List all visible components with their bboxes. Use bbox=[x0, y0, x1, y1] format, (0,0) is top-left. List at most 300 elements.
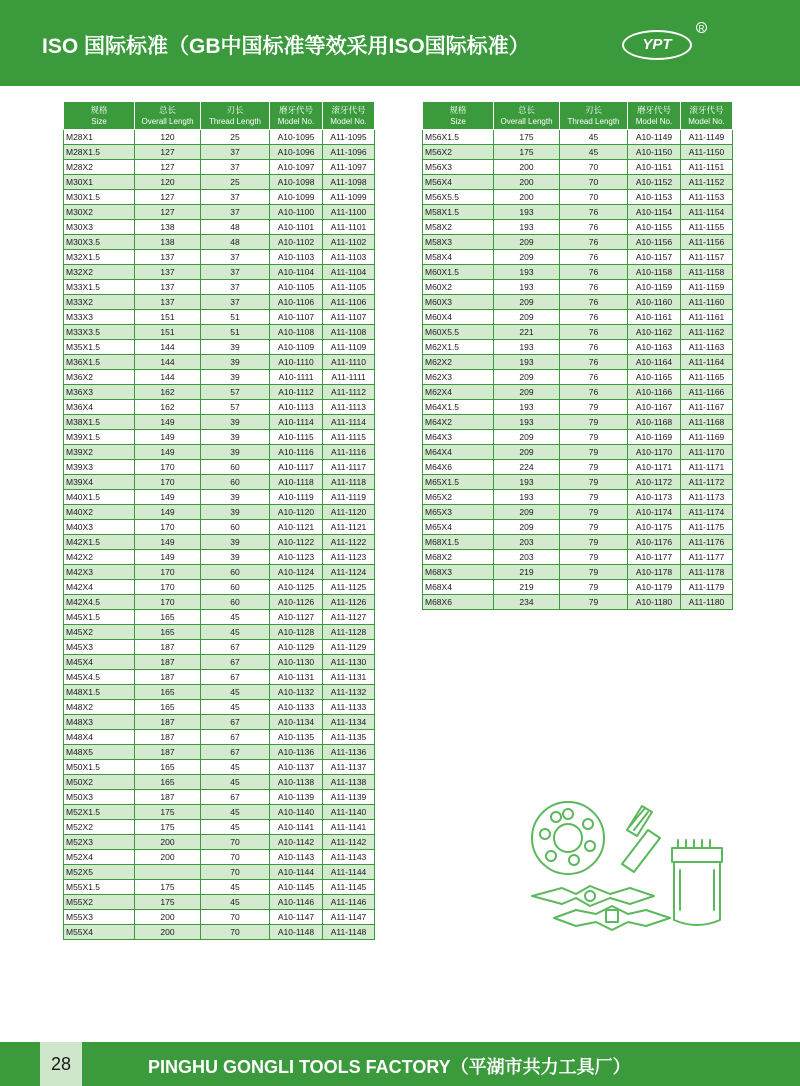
overall-length-cell: 149 bbox=[135, 430, 201, 445]
grind-model-cell: A10-1156 bbox=[628, 235, 681, 250]
roll-model-cell: A11-1167 bbox=[681, 400, 733, 415]
roll-model-cell: A11-1101 bbox=[323, 220, 375, 235]
roll-model-cell: A11-1113 bbox=[323, 400, 375, 415]
grind-model-cell: A10-1095 bbox=[270, 130, 323, 145]
size-cell: M35X1.5 bbox=[64, 340, 135, 355]
roll-model-cell: A11-1129 bbox=[323, 640, 375, 655]
die-tap-wrench-icon bbox=[524, 800, 730, 932]
overall-length-cell: 151 bbox=[135, 310, 201, 325]
col-size: 规格 Size bbox=[64, 102, 135, 130]
size-cell: M58X4 bbox=[423, 250, 494, 265]
size-cell: M45X4.5 bbox=[64, 670, 135, 685]
ypt-logo bbox=[622, 30, 692, 60]
grind-model-cell: A10-1118 bbox=[270, 475, 323, 490]
size-cell: M42X1.5 bbox=[64, 535, 135, 550]
grind-model-cell: A10-1170 bbox=[628, 445, 681, 460]
thread-length-cell: 60 bbox=[201, 595, 270, 610]
roll-model-cell: A11-1132 bbox=[323, 685, 375, 700]
overall-length-cell: 203 bbox=[494, 550, 560, 565]
table-row bbox=[64, 790, 375, 805]
roll-model-cell: A11-1138 bbox=[323, 775, 375, 790]
roll-model-cell: A11-1120 bbox=[323, 505, 375, 520]
spec-table-left bbox=[63, 101, 375, 940]
table-row bbox=[64, 325, 375, 340]
roll-model-cell: A11-1099 bbox=[323, 190, 375, 205]
table-row bbox=[64, 805, 375, 820]
grind-model-cell: A10-1111 bbox=[270, 370, 323, 385]
grind-model-cell: A10-1173 bbox=[628, 490, 681, 505]
overall-length-cell: 120 bbox=[135, 130, 201, 145]
thread-length-cell: 25 bbox=[201, 175, 270, 190]
overall-length-cell: 165 bbox=[135, 760, 201, 775]
table-row bbox=[423, 265, 733, 280]
roll-model-cell: A11-1139 bbox=[323, 790, 375, 805]
table-row bbox=[423, 505, 733, 520]
overall-length-cell: 144 bbox=[135, 340, 201, 355]
thread-length-cell: 39 bbox=[201, 430, 270, 445]
thread-length-cell: 45 bbox=[560, 130, 628, 145]
table-row bbox=[64, 595, 375, 610]
table-row bbox=[423, 370, 733, 385]
size-cell: M39X3 bbox=[64, 460, 135, 475]
overall-length-cell: 209 bbox=[494, 235, 560, 250]
grind-model-cell: A10-1161 bbox=[628, 310, 681, 325]
grind-model-cell: A10-1137 bbox=[270, 760, 323, 775]
thread-length-cell: 79 bbox=[560, 400, 628, 415]
roll-model-cell: A11-1145 bbox=[323, 880, 375, 895]
size-cell: M33X2 bbox=[64, 295, 135, 310]
overall-length-cell: 175 bbox=[135, 880, 201, 895]
grind-model-cell: A10-1141 bbox=[270, 820, 323, 835]
table-row bbox=[423, 475, 733, 490]
overall-length-cell: 187 bbox=[135, 790, 201, 805]
roll-model-cell: A11-1143 bbox=[323, 850, 375, 865]
overall-length-cell: 137 bbox=[135, 265, 201, 280]
overall-length-cell: 137 bbox=[135, 295, 201, 310]
table-row bbox=[423, 205, 733, 220]
size-cell: M55X3 bbox=[64, 910, 135, 925]
table-row bbox=[64, 235, 375, 250]
roll-model-cell: A11-1152 bbox=[681, 175, 733, 190]
page-title: ISO 国际标准（GB中国标准等效采用ISO国际标准） bbox=[42, 35, 530, 58]
overall-length-cell: 120 bbox=[135, 175, 201, 190]
roll-model-cell: A11-1170 bbox=[681, 445, 733, 460]
size-cell: M40X3 bbox=[64, 520, 135, 535]
thread-length-cell: 39 bbox=[201, 355, 270, 370]
size-cell: M56X1.5 bbox=[423, 130, 494, 145]
size-cell: M50X1.5 bbox=[64, 760, 135, 775]
table-row bbox=[64, 850, 375, 865]
table-row bbox=[64, 220, 375, 235]
table-row bbox=[423, 130, 733, 145]
thread-length-cell: 70 bbox=[560, 160, 628, 175]
roll-model-cell: A11-1157 bbox=[681, 250, 733, 265]
thread-length-cell: 39 bbox=[201, 490, 270, 505]
roll-model-cell: A11-1128 bbox=[323, 625, 375, 640]
overall-length-cell: 127 bbox=[135, 145, 201, 160]
grind-model-cell: A10-1177 bbox=[628, 550, 681, 565]
roll-model-cell: A11-1179 bbox=[681, 580, 733, 595]
roll-model-cell: A11-1176 bbox=[681, 535, 733, 550]
roll-model-cell: A11-1142 bbox=[323, 835, 375, 850]
overall-length-cell: 200 bbox=[135, 850, 201, 865]
spec-table-right bbox=[422, 101, 733, 610]
size-cell: M45X1.5 bbox=[64, 610, 135, 625]
grind-model-cell: A10-1145 bbox=[270, 880, 323, 895]
roll-model-cell: A11-1110 bbox=[323, 355, 375, 370]
thread-length-cell: 39 bbox=[201, 445, 270, 460]
table-row bbox=[64, 160, 375, 175]
size-cell: M64X6 bbox=[423, 460, 494, 475]
overall-length-cell: 200 bbox=[494, 160, 560, 175]
thread-length-cell: 60 bbox=[201, 520, 270, 535]
thread-length-cell: 76 bbox=[560, 385, 628, 400]
grind-model-cell: A10-1100 bbox=[270, 205, 323, 220]
grind-model-cell: A10-1178 bbox=[628, 565, 681, 580]
table-row bbox=[64, 490, 375, 505]
roll-model-cell: A11-1119 bbox=[323, 490, 375, 505]
overall-length-cell: 175 bbox=[494, 145, 560, 160]
overall-length-cell: 138 bbox=[135, 220, 201, 235]
size-cell: M48X1.5 bbox=[64, 685, 135, 700]
roll-model-cell: A11-1103 bbox=[323, 250, 375, 265]
table-row bbox=[423, 520, 733, 535]
roll-model-cell: A11-1178 bbox=[681, 565, 733, 580]
grind-model-cell: A10-1102 bbox=[270, 235, 323, 250]
size-cell: M28X2 bbox=[64, 160, 135, 175]
table-row bbox=[64, 640, 375, 655]
table-row bbox=[64, 175, 375, 190]
overall-length-cell: 209 bbox=[494, 295, 560, 310]
overall-length-cell: 175 bbox=[135, 820, 201, 835]
overall-length-cell: 209 bbox=[494, 250, 560, 265]
grind-model-cell: A10-1150 bbox=[628, 145, 681, 160]
size-cell: M40X1.5 bbox=[64, 490, 135, 505]
thread-length-cell: 37 bbox=[201, 160, 270, 175]
roll-model-cell: A11-1162 bbox=[681, 325, 733, 340]
thread-length-cell: 76 bbox=[560, 205, 628, 220]
grind-model-cell: A10-1124 bbox=[270, 565, 323, 580]
table-row bbox=[64, 250, 375, 265]
roll-model-cell: A11-1124 bbox=[323, 565, 375, 580]
grind-model-cell: A10-1163 bbox=[628, 340, 681, 355]
size-cell: M42X4 bbox=[64, 580, 135, 595]
roll-model-cell: A11-1146 bbox=[323, 895, 375, 910]
thread-length-cell: 76 bbox=[560, 220, 628, 235]
thread-length-cell: 79 bbox=[560, 445, 628, 460]
roll-model-cell: A11-1134 bbox=[323, 715, 375, 730]
overall-length-cell: 219 bbox=[494, 580, 560, 595]
overall-length-cell: 138 bbox=[135, 235, 201, 250]
thread-length-cell: 76 bbox=[560, 235, 628, 250]
size-cell: M42X4.5 bbox=[64, 595, 135, 610]
table-row bbox=[64, 775, 375, 790]
roll-model-cell: A11-1104 bbox=[323, 265, 375, 280]
overall-length-cell: 127 bbox=[135, 190, 201, 205]
roll-model-cell: A11-1174 bbox=[681, 505, 733, 520]
table-row bbox=[423, 430, 733, 445]
overall-length-cell: 209 bbox=[494, 310, 560, 325]
roll-model-cell: A11-1177 bbox=[681, 550, 733, 565]
size-cell: M65X2 bbox=[423, 490, 494, 505]
registered-mark-icon: R bbox=[696, 22, 707, 33]
grind-model-cell: A10-1130 bbox=[270, 655, 323, 670]
grind-model-cell: A10-1133 bbox=[270, 700, 323, 715]
grind-model-cell: A10-1146 bbox=[270, 895, 323, 910]
roll-model-cell: A11-1122 bbox=[323, 535, 375, 550]
table-row bbox=[423, 415, 733, 430]
overall-length-cell: 209 bbox=[494, 520, 560, 535]
thread-length-cell: 79 bbox=[560, 535, 628, 550]
thread-length-cell: 57 bbox=[201, 400, 270, 415]
overall-length-cell: 219 bbox=[494, 565, 560, 580]
grind-model-cell: A10-1162 bbox=[628, 325, 681, 340]
size-cell: M65X3 bbox=[423, 505, 494, 520]
size-cell: M56X3 bbox=[423, 160, 494, 175]
size-cell: M42X3 bbox=[64, 565, 135, 580]
table-row bbox=[64, 880, 375, 895]
size-cell: M28X1.5 bbox=[64, 145, 135, 160]
overall-length-cell: 165 bbox=[135, 685, 201, 700]
size-cell: M60X1.5 bbox=[423, 265, 494, 280]
table-row bbox=[423, 325, 733, 340]
grind-model-cell: A10-1166 bbox=[628, 385, 681, 400]
thread-length-cell: 45 bbox=[201, 805, 270, 820]
thread-length-cell: 79 bbox=[560, 415, 628, 430]
thread-length-cell: 39 bbox=[201, 505, 270, 520]
grind-model-cell: A10-1159 bbox=[628, 280, 681, 295]
size-cell: M52X5 bbox=[64, 865, 135, 880]
thread-length-cell: 79 bbox=[560, 565, 628, 580]
size-cell: M30X3 bbox=[64, 220, 135, 235]
grind-model-cell: A10-1117 bbox=[270, 460, 323, 475]
overall-length-cell: 151 bbox=[135, 325, 201, 340]
overall-length-cell: 200 bbox=[494, 190, 560, 205]
grind-model-cell: A10-1132 bbox=[270, 685, 323, 700]
roll-model-cell: A11-1127 bbox=[323, 610, 375, 625]
size-cell: M36X4 bbox=[64, 400, 135, 415]
table-row bbox=[423, 220, 733, 235]
grind-model-cell: A10-1144 bbox=[270, 865, 323, 880]
logo-text: YPT bbox=[642, 36, 672, 53]
thread-length-cell: 45 bbox=[201, 820, 270, 835]
thread-length-cell: 76 bbox=[560, 325, 628, 340]
roll-model-cell: A11-1096 bbox=[323, 145, 375, 160]
table-row bbox=[64, 565, 375, 580]
grind-model-cell: A10-1105 bbox=[270, 280, 323, 295]
table-row bbox=[64, 370, 375, 385]
roll-model-cell: A11-1115 bbox=[323, 430, 375, 445]
thread-length-cell: 76 bbox=[560, 355, 628, 370]
overall-length-cell: 149 bbox=[135, 550, 201, 565]
grind-model-cell: A10-1106 bbox=[270, 295, 323, 310]
roll-model-cell: A11-1117 bbox=[323, 460, 375, 475]
overall-length-cell: 170 bbox=[135, 595, 201, 610]
thread-length-cell: 79 bbox=[560, 550, 628, 565]
table-row bbox=[423, 175, 733, 190]
roll-model-cell: A11-1151 bbox=[681, 160, 733, 175]
overall-length-cell: 193 bbox=[494, 475, 560, 490]
table-row bbox=[64, 130, 375, 145]
thread-length-cell: 67 bbox=[201, 745, 270, 760]
table-row bbox=[423, 580, 733, 595]
overall-length-cell: 165 bbox=[135, 775, 201, 790]
size-cell: M56X2 bbox=[423, 145, 494, 160]
overall-length-cell: 187 bbox=[135, 670, 201, 685]
table-row bbox=[64, 190, 375, 205]
table-row bbox=[64, 415, 375, 430]
overall-length-cell: 224 bbox=[494, 460, 560, 475]
thread-length-cell: 39 bbox=[201, 550, 270, 565]
overall-length-cell: 149 bbox=[135, 535, 201, 550]
overall-length-cell: 221 bbox=[494, 325, 560, 340]
thread-length-cell: 37 bbox=[201, 265, 270, 280]
roll-model-cell: A11-1153 bbox=[681, 190, 733, 205]
roll-model-cell: A11-1131 bbox=[323, 670, 375, 685]
table-row bbox=[64, 820, 375, 835]
size-cell: M33X3.5 bbox=[64, 325, 135, 340]
roll-model-cell: A11-1095 bbox=[323, 130, 375, 145]
grind-model-cell: A10-1131 bbox=[270, 670, 323, 685]
thread-length-cell: 67 bbox=[201, 670, 270, 685]
size-cell: M55X4 bbox=[64, 925, 135, 940]
roll-model-cell: A11-1159 bbox=[681, 280, 733, 295]
size-cell: M64X4 bbox=[423, 445, 494, 460]
col-thread-length: 刃长 Thread Length bbox=[560, 102, 628, 130]
thread-length-cell: 37 bbox=[201, 280, 270, 295]
roll-model-cell: A11-1112 bbox=[323, 385, 375, 400]
overall-length-cell: 187 bbox=[135, 745, 201, 760]
grind-model-cell: A10-1138 bbox=[270, 775, 323, 790]
thread-length-cell: 76 bbox=[560, 250, 628, 265]
size-cell: M58X3 bbox=[423, 235, 494, 250]
table-row bbox=[423, 385, 733, 400]
grind-model-cell: A10-1168 bbox=[628, 415, 681, 430]
roll-model-cell: A11-1155 bbox=[681, 220, 733, 235]
thread-length-cell: 70 bbox=[201, 865, 270, 880]
table-row bbox=[64, 685, 375, 700]
grind-model-cell: A10-1125 bbox=[270, 580, 323, 595]
thread-length-cell: 25 bbox=[201, 130, 270, 145]
overall-length-cell: 149 bbox=[135, 505, 201, 520]
roll-model-cell: A11-1165 bbox=[681, 370, 733, 385]
roll-model-cell: A11-1171 bbox=[681, 460, 733, 475]
overall-length-cell: 149 bbox=[135, 490, 201, 505]
grind-model-cell: A10-1110 bbox=[270, 355, 323, 370]
grind-model-cell: A10-1148 bbox=[270, 925, 323, 940]
grind-model-cell: A10-1135 bbox=[270, 730, 323, 745]
table-row bbox=[64, 925, 375, 940]
overall-length-cell: 137 bbox=[135, 280, 201, 295]
size-cell: M30X3.5 bbox=[64, 235, 135, 250]
table-row bbox=[64, 715, 375, 730]
roll-model-cell: A11-1164 bbox=[681, 355, 733, 370]
table-row bbox=[64, 610, 375, 625]
table-row bbox=[423, 460, 733, 475]
size-cell: M39X1.5 bbox=[64, 430, 135, 445]
table-row bbox=[423, 310, 733, 325]
size-cell: M68X3 bbox=[423, 565, 494, 580]
thread-length-cell: 79 bbox=[560, 580, 628, 595]
roll-model-cell: A11-1150 bbox=[681, 145, 733, 160]
thread-length-cell: 45 bbox=[201, 610, 270, 625]
thread-length-cell: 76 bbox=[560, 370, 628, 385]
overall-length-cell: 162 bbox=[135, 400, 201, 415]
table-row bbox=[423, 190, 733, 205]
thread-length-cell: 79 bbox=[560, 475, 628, 490]
overall-length-cell: 193 bbox=[494, 355, 560, 370]
size-cell: M56X4 bbox=[423, 175, 494, 190]
overall-length-cell: 149 bbox=[135, 445, 201, 460]
thread-length-cell: 79 bbox=[560, 520, 628, 535]
overall-length-cell: 209 bbox=[494, 385, 560, 400]
thread-length-cell: 48 bbox=[201, 235, 270, 250]
thread-length-cell: 60 bbox=[201, 460, 270, 475]
size-cell: M36X3 bbox=[64, 385, 135, 400]
overall-length-cell: 193 bbox=[494, 205, 560, 220]
table-row bbox=[423, 550, 733, 565]
roll-model-cell: A11-1158 bbox=[681, 265, 733, 280]
table-row bbox=[423, 160, 733, 175]
roll-model-cell: A11-1114 bbox=[323, 415, 375, 430]
table-row bbox=[423, 340, 733, 355]
table-row bbox=[64, 430, 375, 445]
roll-model-cell: A11-1161 bbox=[681, 310, 733, 325]
grind-model-cell: A10-1123 bbox=[270, 550, 323, 565]
grind-model-cell: A10-1099 bbox=[270, 190, 323, 205]
overall-length-cell: 170 bbox=[135, 475, 201, 490]
table-header-row bbox=[64, 102, 375, 130]
size-cell: M60X2 bbox=[423, 280, 494, 295]
overall-length-cell: 193 bbox=[494, 280, 560, 295]
company-name: PINGHU GONGLI TOOLS FACTORY（平湖市共力工具厂） bbox=[148, 1057, 631, 1077]
thread-length-cell: 37 bbox=[201, 190, 270, 205]
grind-model-cell: A10-1158 bbox=[628, 265, 681, 280]
overall-length-cell: 187 bbox=[135, 715, 201, 730]
thread-length-cell: 67 bbox=[201, 640, 270, 655]
thread-length-cell: 79 bbox=[560, 460, 628, 475]
size-cell: M30X1 bbox=[64, 175, 135, 190]
grind-model-cell: A10-1172 bbox=[628, 475, 681, 490]
roll-model-cell: A11-1102 bbox=[323, 235, 375, 250]
table-row bbox=[64, 670, 375, 685]
table-row bbox=[64, 535, 375, 550]
table-row bbox=[64, 280, 375, 295]
roll-model-cell: A11-1168 bbox=[681, 415, 733, 430]
grind-model-cell: A10-1180 bbox=[628, 595, 681, 610]
size-cell: M68X1.5 bbox=[423, 535, 494, 550]
overall-length-cell: 175 bbox=[135, 805, 201, 820]
table-row bbox=[64, 460, 375, 475]
roll-model-cell: A11-1108 bbox=[323, 325, 375, 340]
grind-model-cell: A10-1097 bbox=[270, 160, 323, 175]
size-cell: M62X2 bbox=[423, 355, 494, 370]
roll-model-cell: A11-1116 bbox=[323, 445, 375, 460]
table-row bbox=[64, 895, 375, 910]
thread-length-cell: 57 bbox=[201, 385, 270, 400]
thread-length-cell: 51 bbox=[201, 325, 270, 340]
col-grind-model: 磨牙代号 Model No. bbox=[628, 102, 681, 130]
thread-length-cell: 39 bbox=[201, 370, 270, 385]
table-row bbox=[64, 475, 375, 490]
roll-model-cell: A11-1172 bbox=[681, 475, 733, 490]
overall-length-cell: 162 bbox=[135, 385, 201, 400]
overall-length-cell: 170 bbox=[135, 460, 201, 475]
thread-length-cell: 60 bbox=[201, 580, 270, 595]
table-row bbox=[64, 730, 375, 745]
grind-model-cell: A10-1096 bbox=[270, 145, 323, 160]
size-cell: M40X2 bbox=[64, 505, 135, 520]
